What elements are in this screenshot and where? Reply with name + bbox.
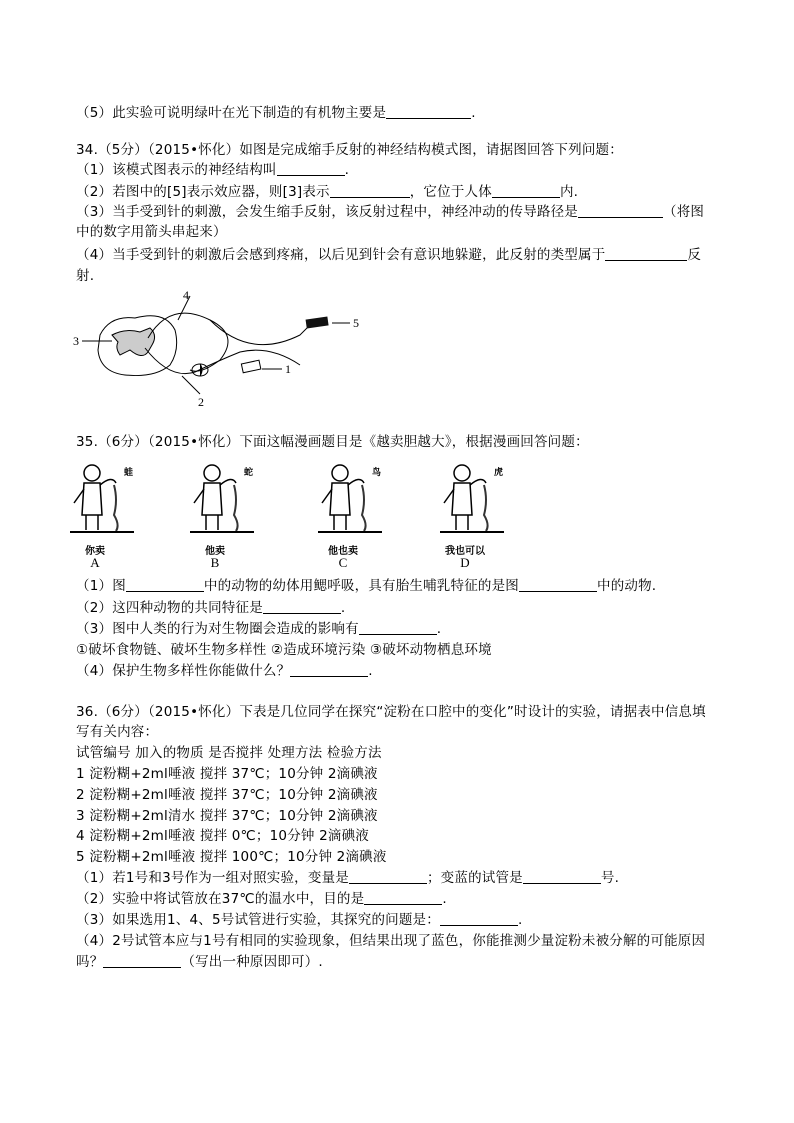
comic-animal-label: 蛙 (124, 468, 134, 478)
comic-animal-label: 蛇 (244, 468, 254, 478)
text-line (76, 203, 704, 221)
text-line (76, 848, 387, 866)
line-text: 中的数字用箭头串起来） (76, 224, 227, 240)
line-text: （1）若1号和3号作为一组对照实验，变量是 (76, 870, 349, 886)
line-text: ①破坏食物链、破坏生物多样性 ②造成环境污染 ③破坏动物栖息环境 (76, 642, 492, 658)
comic-caption: 他卖 (205, 546, 225, 557)
answer-blank[interactable] (349, 869, 427, 884)
line-text: （5）此实验可说明绿叶在光下制造的有机物主要是 (76, 105, 387, 121)
comic-animal-label: 虎 (494, 468, 504, 478)
text-line (76, 827, 369, 845)
line-text: （2）若图中的[5]表示效应器，则[3]表示 (76, 184, 330, 200)
text-line (76, 911, 522, 929)
answer-blank[interactable] (359, 620, 437, 635)
line-text: 34.（5分）（2015•怀化）如图是完成缩手反射的神经结构模式图，请据图回答下列问题： (76, 142, 623, 158)
comic-animal-label: 鸟 (372, 468, 382, 478)
answer-blank[interactable] (492, 183, 560, 198)
line-text: 3 淀粉糊+2ml清水 搅拌 37℃；10分钟 2滴碘液 (76, 808, 378, 824)
text-line (76, 869, 619, 887)
line-text: 中的动物. (597, 578, 657, 594)
text-line (76, 577, 656, 595)
comic-panel-letter: A (90, 555, 100, 570)
comic-panel-letter: B (210, 555, 220, 570)
comic-panel-letter: C (338, 555, 348, 570)
text-line (76, 807, 378, 825)
label-5: 5 (353, 316, 359, 330)
text-line (76, 161, 349, 179)
line-text: ；变蓝的试管是 (426, 870, 523, 886)
text-line (76, 662, 373, 680)
line-text: （将图 (663, 204, 705, 220)
comic-caption: 我也可以 (445, 546, 485, 557)
line-text: （4）保护生物多样性你能做什么？ (76, 663, 291, 679)
label-3: 3 (73, 334, 79, 348)
answer-blank[interactable] (126, 577, 204, 592)
text-line (76, 723, 158, 741)
line-text: 5 淀粉糊+2ml唾液 搅拌 100℃；10分钟 2滴碘液 (76, 849, 387, 865)
label-2: 2 (198, 395, 204, 409)
line-text: （4）2号试管本应与1号有相同的实验现象，但结果出现了蓝色，你能推测少量淀粉未被分解的可能原因 (76, 933, 706, 949)
line-text: （4）当手受到针的刺激后会感到疼痛，以后见到针会有意识地躲避，此反射的类型属于 (76, 247, 606, 263)
comic-caption: 你卖 (85, 546, 105, 557)
line-text: . (344, 162, 350, 178)
text-line (76, 890, 447, 908)
text-line (76, 932, 705, 950)
line-text: 号. (600, 870, 620, 886)
line-text: （2）实验中将试管放在37℃的温水中，目的是 (76, 891, 365, 907)
line-text: . (517, 912, 523, 928)
comic-panel-letter: D (460, 555, 470, 570)
comic-caption: 他也卖 (328, 546, 358, 557)
line-text: 写有关内容： (76, 724, 159, 740)
answer-blank[interactable] (290, 662, 368, 677)
answer-blank[interactable] (386, 104, 471, 119)
reflex-arc-figure (70, 290, 370, 410)
line-text: （3）图中人类的行为对生物圈会造成的影响有 (76, 621, 359, 637)
comic-figure (70, 455, 504, 570)
text-line (76, 765, 378, 783)
line-text: 射. (76, 268, 95, 284)
label-1: 1 (285, 362, 291, 376)
label-4: 4 (183, 290, 189, 302)
line-text: . (442, 891, 447, 907)
line-text: 4 淀粉糊+2ml唾液 搅拌 0℃；10分钟 2滴碘液 (76, 828, 369, 844)
text-line (76, 786, 378, 804)
reflex-arc-diagram (70, 290, 370, 410)
line-text: . (340, 600, 346, 616)
line-text: . (368, 663, 373, 679)
text-line (76, 141, 623, 159)
line-text: （1）该模式图表示的神经结构叫 (76, 162, 277, 178)
line-text: 36.（6分）（2015•怀化）下表是几位同学在探究“淀粉在口腔中的变化”时设计的实验，请据表中信息填 (76, 704, 706, 720)
line-text: （1）图 (76, 578, 126, 594)
line-text: 中的动物的幼体用鳃呼吸，具有胎生哺乳特征的是图 (203, 578, 519, 594)
text-line (76, 641, 492, 659)
line-text: （3）当手受到针的刺激，会发生缩手反射，该反射过程中，神经冲动的传导路径是 (76, 204, 578, 220)
text-line (76, 267, 94, 285)
answer-blank[interactable] (578, 203, 663, 218)
line-text: 35.（6分）（2015•怀化）下面这幅漫画题目是《越卖胆越大》，根据漫画回答问题： (76, 434, 589, 450)
text-line (76, 620, 441, 638)
answer-blank[interactable] (519, 577, 597, 592)
line-text: . (471, 105, 476, 121)
line-text: ，它位于人体 (409, 184, 492, 200)
text-line (76, 599, 345, 617)
answer-blank[interactable] (277, 161, 345, 176)
line-text: （写出一种原因即可）. (181, 954, 323, 970)
text-line (76, 223, 227, 241)
line-text: 反 (687, 247, 702, 263)
text-line (76, 433, 589, 451)
line-text: 1 淀粉糊+2ml唾液 搅拌 37℃；10分钟 2滴碘液 (76, 766, 378, 782)
line-text: 试管编号 加入的物质 是否搅拌 处理方法 检验方法 (76, 745, 382, 761)
answer-blank[interactable] (364, 890, 442, 905)
line-text: 吗？ (76, 954, 104, 970)
answer-blank[interactable] (263, 599, 341, 614)
text-line (76, 183, 578, 201)
answer-blank[interactable] (330, 183, 410, 198)
answer-blank[interactable] (605, 246, 687, 261)
answer-blank[interactable] (523, 869, 601, 884)
text-line (76, 953, 323, 971)
text-line (76, 744, 382, 762)
text-line (76, 246, 701, 264)
line-text: 内. (559, 184, 579, 200)
line-text: （3）如果选用1、4、5号试管进行实验，其探究的问题是： (76, 912, 440, 928)
answer-blank[interactable] (440, 911, 518, 926)
line-text: （2）这四种动物的共同特征是 (76, 600, 263, 616)
text-line (76, 703, 706, 721)
text-line (76, 104, 476, 122)
line-text: 2 淀粉糊+2ml唾液 搅拌 37℃；10分钟 2滴碘液 (76, 787, 378, 803)
answer-blank[interactable] (103, 953, 181, 968)
line-text: . (436, 621, 442, 637)
